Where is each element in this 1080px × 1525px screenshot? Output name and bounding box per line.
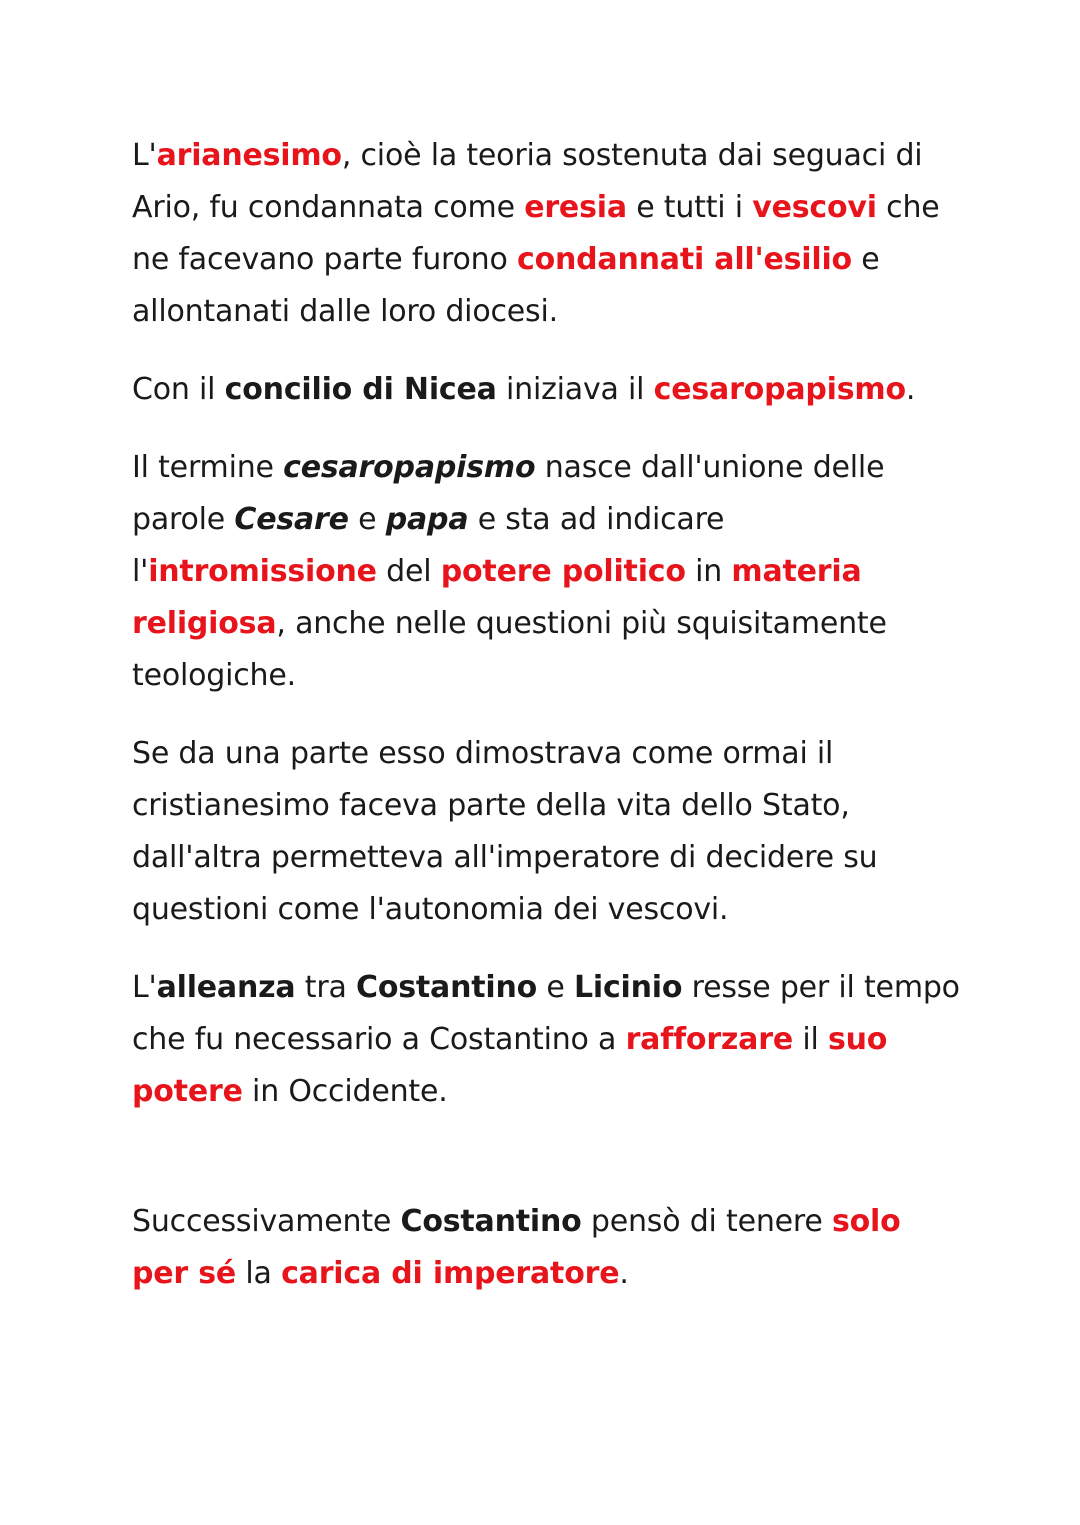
text-segment: il <box>792 1022 828 1057</box>
highlighted-term: carica di imperatore <box>281 1256 620 1291</box>
text-segment: iniziava il <box>496 372 654 407</box>
text-segment: resse per il tempo che fu necessario a Costantino a <box>132 970 960 1057</box>
bold-term: Licinio <box>573 970 683 1005</box>
bold-term: Costantino <box>356 970 538 1005</box>
document-body <box>132 130 962 1300</box>
bold-term: Costantino <box>400 1204 582 1239</box>
highlighted-term: suo potere <box>132 1022 888 1109</box>
paragraph-concilio-nicea <box>132 364 962 416</box>
text-segment: in Occidente. <box>242 1074 448 1109</box>
text-segment: . <box>619 1256 629 1291</box>
text-segment: e <box>537 970 574 1005</box>
bold-term: alleanza <box>156 970 296 1005</box>
highlighted-term: arianesimo <box>156 138 342 173</box>
highlighted-term: potere politico <box>440 554 686 589</box>
text-segment: del <box>376 554 441 589</box>
text-segment: Successivamente <box>132 1204 401 1239</box>
bold-italic-term: papa <box>385 502 469 537</box>
highlighted-term: solo per sé <box>132 1204 901 1291</box>
highlighted-term: vescovi <box>752 190 877 225</box>
text-segment: , anche nelle questioni più squisitamente teologiche. <box>132 606 887 693</box>
highlighted-term: materia religiosa <box>132 554 862 641</box>
text-segment: Se da una parte esso dimostrava come ormai il cristianesimo faceva parte della vita dello Stato, dall'altra permetteva all'imperatore di decidere su questioni come l'autonomia dei vescovi. <box>132 736 878 927</box>
bold-italic-term: cesaropapismo <box>283 450 536 485</box>
text-segment: Con il <box>132 372 225 407</box>
paragraph-arianesimo <box>132 130 962 338</box>
highlighted-term: rafforzare <box>625 1022 793 1057</box>
text-segment: . <box>905 372 916 407</box>
text-segment: nasce dall'unione delle parole <box>132 450 885 537</box>
text-segment: pensò di tenere <box>581 1204 832 1239</box>
text-segment: , cioè la teoria sostenuta dai seguaci di Ario, fu condannata come <box>132 138 923 225</box>
text-segment: che ne facevano parte furono <box>132 190 940 277</box>
text-segment: in <box>685 554 732 589</box>
paragraph-alleanza <box>132 962 962 1118</box>
highlighted-term: intromissione <box>148 554 377 589</box>
text-segment: e <box>348 502 386 537</box>
paragraph-costantino-imperatore <box>132 1196 962 1300</box>
text-segment: e allontanati dalle loro diocesi. <box>132 242 880 329</box>
text-segment: tra <box>295 970 356 1005</box>
text-segment: la <box>236 1256 282 1291</box>
text-segment: L' <box>132 970 157 1005</box>
bold-italic-term: Cesare <box>234 502 349 537</box>
highlighted-term: condannati all'esilio <box>516 242 852 277</box>
text-segment: L' <box>132 138 157 173</box>
highlighted-term: eresia <box>524 190 627 225</box>
text-segment: Il termine <box>132 450 284 485</box>
paragraph-cesaropapismo-definition <box>132 442 962 702</box>
highlighted-term: cesaropapismo <box>653 372 906 407</box>
text-segment: e tutti i <box>626 190 753 225</box>
text-segment: e sta ad indicare l' <box>132 502 725 589</box>
bold-term: concilio di Nicea <box>224 372 497 407</box>
paragraph-stato-vescovi <box>132 728 962 936</box>
